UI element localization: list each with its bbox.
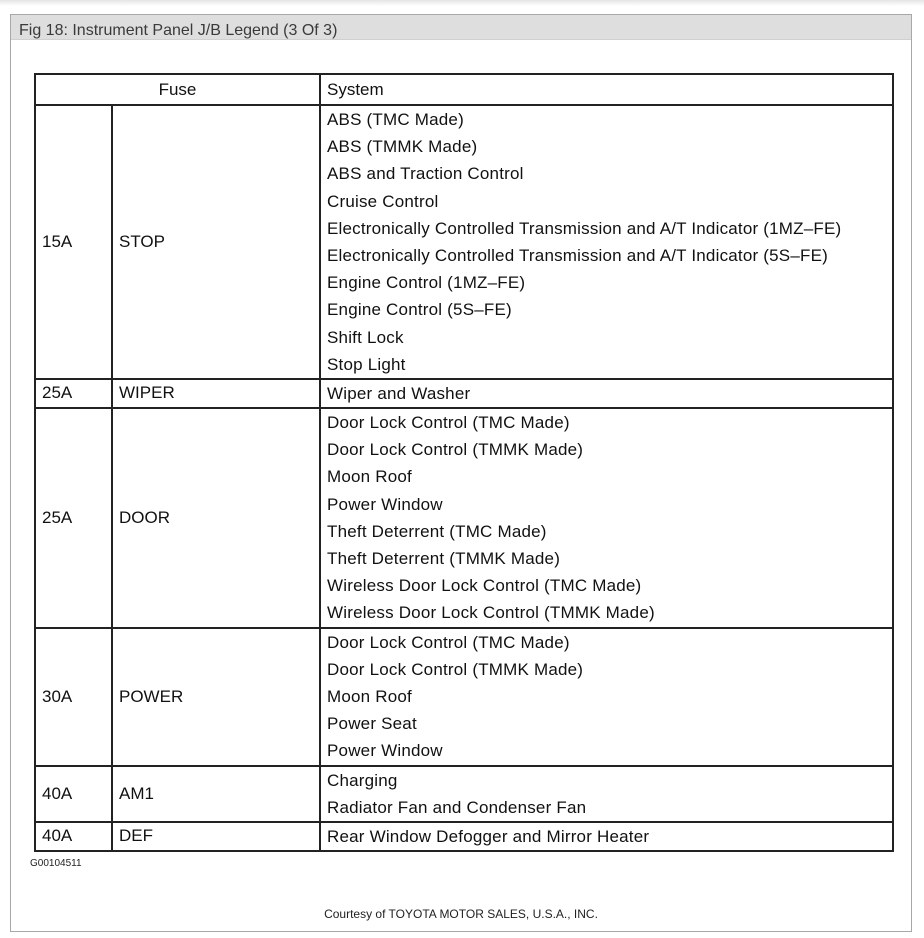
courtesy-note: Courtesy of TOYOTA MOTOR SALES, U.S.A., INC.: [324, 907, 598, 921]
system-item: Stop Light: [327, 354, 406, 374]
table-row: [35, 822, 893, 851]
fuse-name: WIPER: [112, 379, 320, 408]
system-item: Rear Window Defogger and Mirror Heater: [327, 826, 650, 846]
fuse-amperage: 40A: [35, 766, 112, 822]
system-item: ABS (TMMK Made): [327, 137, 478, 157]
system-item: Shift Lock: [327, 327, 404, 347]
system-header: System: [320, 74, 893, 105]
table-row: [35, 628, 893, 766]
system-item: Door Lock Control (TMC Made): [327, 632, 570, 652]
fuse-amperage: 25A: [35, 379, 112, 408]
system-item: Engine Control (5S–FE): [327, 300, 512, 320]
system-item: Power Window: [327, 741, 443, 761]
fuse-amperage: 30A: [35, 628, 112, 766]
system-item: Moon Roof: [327, 467, 412, 487]
system-item: Door Lock Control (TMMK Made): [327, 440, 584, 460]
system-cell: [320, 766, 893, 822]
figure-title: Fig 18: Instrument Panel J/B Legend (3 Of 3): [19, 22, 338, 39]
fuse-legend-table: [34, 73, 894, 852]
system-item: Theft Deterrent (TMMK Made): [327, 549, 561, 568]
system-item: Wireless Door Lock Control (TMMK Made): [327, 603, 655, 623]
system-item: Wiper and Washer: [327, 383, 471, 403]
system-item: ABS (TMC Made): [327, 110, 464, 129]
title-bar: [11, 15, 911, 40]
fuse-name: STOP: [112, 105, 320, 379]
system-cell: [320, 628, 893, 766]
fuse-name: AM1: [112, 766, 320, 822]
system-item: Door Lock Control (TMC Made): [327, 413, 570, 433]
figure-code: G00104511: [30, 858, 82, 869]
table-header-row: [35, 74, 893, 105]
fuse-amperage: 15A: [35, 105, 112, 379]
system-item: Charging: [327, 770, 398, 790]
system-item: Door Lock Control (TMMK Made): [327, 659, 584, 679]
system-item: ABS and Traction Control: [327, 164, 524, 184]
system-item: Theft Deterrent (TMC Made): [327, 521, 547, 541]
system-cell: [320, 379, 893, 408]
fuse-name: DOOR: [112, 408, 320, 628]
fuse-amperage: 25A: [35, 408, 112, 628]
system-cell: [320, 408, 893, 628]
fuse-name: POWER: [112, 628, 320, 766]
fuse-name: DEF: [112, 822, 320, 851]
top-shade: [0, 0, 924, 6]
system-item: Wireless Door Lock Control (TMC Made): [327, 576, 642, 596]
system-item: Electronically Controlled Transmission and A/T Indicator (1MZ–FE): [327, 218, 842, 238]
system-item: Moon Roof: [327, 686, 412, 706]
system-item: Engine Control (1MZ–FE): [327, 273, 526, 293]
fuse-amperage: 40A: [35, 822, 112, 851]
table-row: [35, 379, 893, 408]
system-item: Power Window: [327, 494, 443, 514]
system-item: Electronically Controlled Transmission and A/T Indicator (5S–FE): [327, 245, 828, 265]
table-row: [35, 105, 893, 379]
figure-frame: [10, 14, 912, 932]
system-cell: [320, 822, 893, 851]
system-item: Cruise Control: [327, 191, 439, 211]
table-row: [35, 408, 893, 628]
table-row: [35, 766, 893, 822]
table-body: [35, 105, 893, 851]
system-item: Radiator Fan and Condenser Fan: [327, 797, 587, 817]
system-cell: [320, 105, 893, 379]
system-item: Power Seat: [327, 714, 417, 734]
fuse-header: Fuse: [35, 74, 320, 105]
